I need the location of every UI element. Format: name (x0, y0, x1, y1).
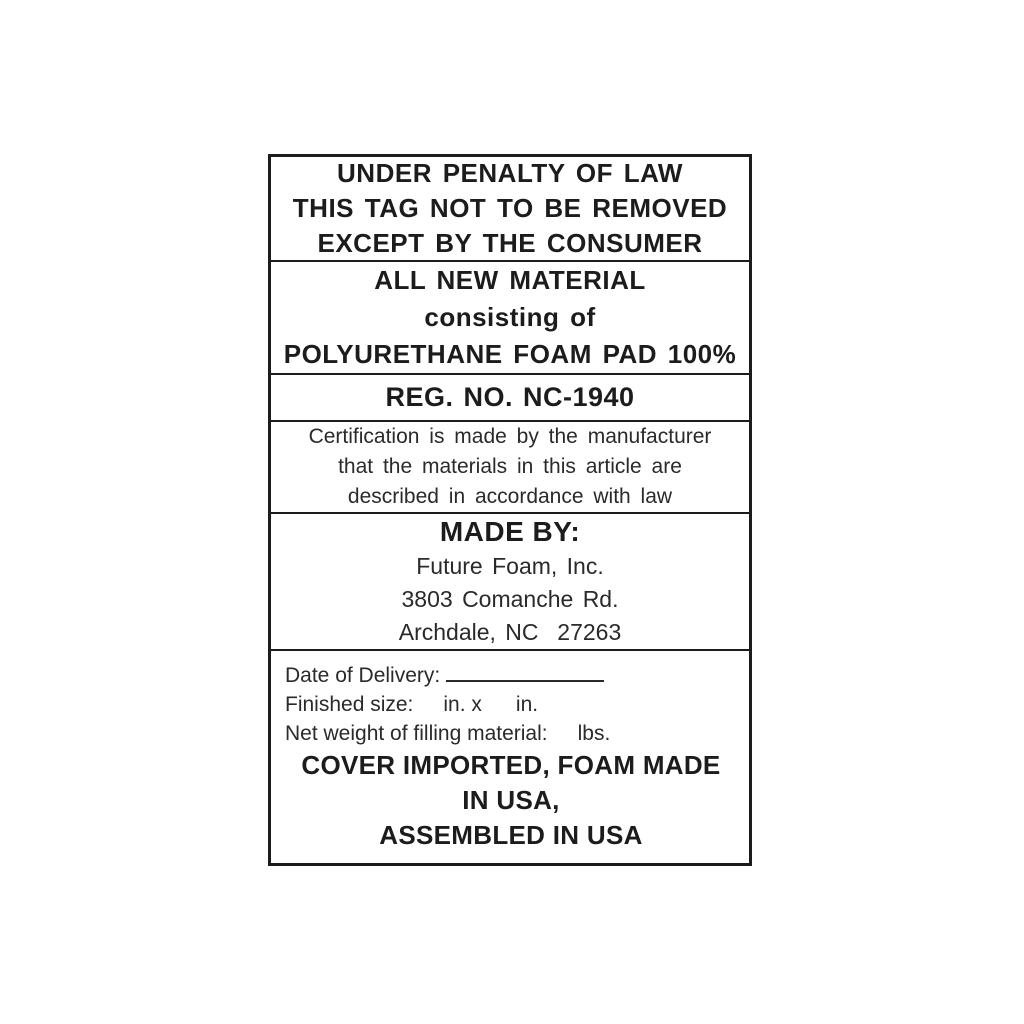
net-weight-row (285, 719, 737, 748)
date-blank-line (446, 678, 604, 682)
manufacturer-name: Future Foam, Inc. (416, 553, 604, 579)
certification-line-3: described in accordance with law (347, 485, 673, 508)
net-weight-label: Net weight of filling material: (285, 722, 548, 745)
fill-in-fields (285, 661, 737, 748)
origin-statement (285, 748, 737, 855)
size-unit-in: in. (515, 693, 539, 716)
origin-line-2: ASSEMBLED IN USA (379, 820, 643, 850)
law-tag-label (268, 154, 752, 866)
delivery-details-section (271, 651, 749, 863)
certification-section (271, 422, 749, 514)
registration-number: REG. NO. NC-1940 (385, 382, 635, 412)
certification-line-1: Certification is made by the manufacturer (308, 425, 712, 448)
penalty-line-3: EXCEPT BY THE CONSUMER (317, 228, 703, 258)
size-unit-in-x: in. x (443, 693, 482, 716)
date-of-delivery-row (285, 661, 737, 690)
date-of-delivery-label: Date of Delivery: (285, 664, 441, 687)
manufacturer-section (271, 514, 749, 651)
made-by-heading: MADE BY: (439, 516, 581, 547)
material-line-1: ALL NEW MATERIAL (374, 265, 646, 295)
registration-number-section (271, 375, 749, 422)
origin-line-1: COVER IMPORTED, FOAM MADE IN USA, (301, 750, 721, 815)
penalty-line-2: THIS TAG NOT TO BE REMOVED (292, 193, 728, 223)
finished-size-label: Finished size: (285, 693, 414, 716)
penalty-warning-section (271, 157, 749, 262)
finished-size-row (285, 690, 737, 719)
manufacturer-street: 3803 Comanche Rd. (401, 586, 619, 612)
material-line-3: POLYURETHANE FOAM PAD 100% (283, 339, 737, 369)
material-line-2: consisting of (424, 302, 596, 332)
manufacturer-city: Archdale, NC 27263 (398, 619, 622, 645)
material-contents-section (271, 262, 749, 375)
certification-line-2: that the materials in this article are (338, 455, 682, 478)
penalty-line-1: UNDER PENALTY OF LAW (337, 158, 683, 188)
weight-unit-lbs: lbs. (577, 722, 611, 745)
